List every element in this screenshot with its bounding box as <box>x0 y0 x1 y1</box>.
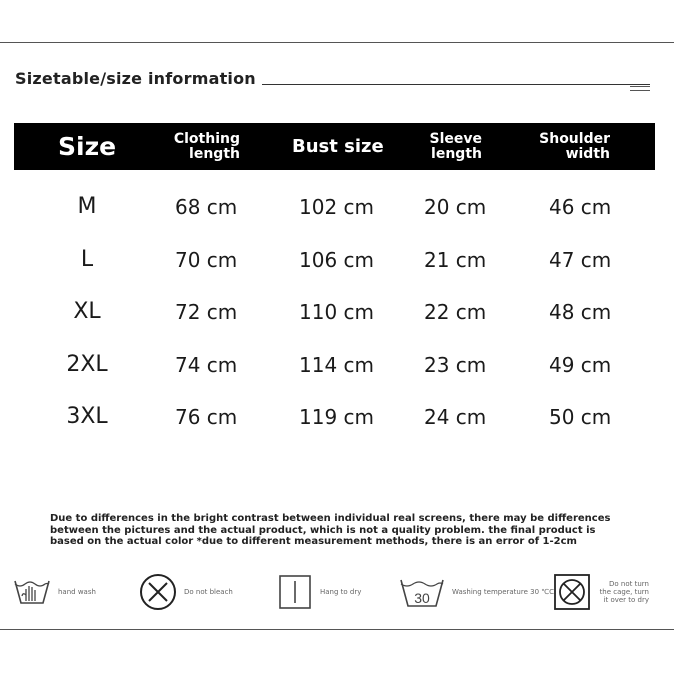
do-not-bleach-icon <box>138 572 178 612</box>
clothing-length-cell: 70 cm <box>175 247 238 272</box>
do-not-tumble-dry-label: Do not turn the cage, turn it over to dry <box>599 580 649 604</box>
hang-to-dry-label: Hang to dry <box>320 588 362 596</box>
header-bust-size: Bust size <box>292 136 384 157</box>
bust-size-cell: 110 cm <box>299 300 375 324</box>
header-sleeve-length <box>428 123 482 170</box>
hand-wash-icon <box>12 575 52 609</box>
shoulder-width-cell: 47 cm <box>549 247 612 272</box>
care-wash-temperature <box>398 568 554 616</box>
size-cell: XL <box>73 299 101 324</box>
bust-size-cell: 106 cm <box>299 247 375 272</box>
care-do-not-tumble-dry <box>553 568 649 616</box>
menu-icon <box>630 86 650 94</box>
care-do-not-bleach <box>138 568 233 616</box>
sleeve-length-cell: 23 cm <box>424 352 487 377</box>
size-table-body <box>0 190 674 453</box>
top-divider <box>0 42 674 43</box>
header-sleeve-line2: length <box>431 145 482 162</box>
section-title: Sizetable/size information <box>15 69 256 88</box>
table-row <box>0 400 674 453</box>
shoulder-width-cell: 49 cm <box>549 352 612 377</box>
disclaimer-note: Due to differences in the bright contrast between individual real screens, there may be differences between the pictures and the actual product, which is not a quality problem. the final product is based on the actual color *due to different measurement methods, there is an error of 1-2cm <box>50 513 611 547</box>
care-hand-wash <box>12 568 96 616</box>
size-cell: 2XL <box>66 351 108 377</box>
size-cell: M <box>77 194 97 219</box>
sleeve-length-cell: 21 cm <box>424 247 487 272</box>
size-cell: L <box>80 246 94 272</box>
bust-size-cell: 102 cm <box>299 195 375 219</box>
sleeve-length-cell: 20 cm <box>424 195 487 219</box>
sleeve-length-cell: 24 cm <box>424 405 487 429</box>
hand-wash-label: hand wash <box>58 588 96 596</box>
shoulder-width-cell: 46 cm <box>549 195 612 219</box>
shoulder-width-cell: 50 cm <box>549 405 612 429</box>
header-shoulder-line2: width <box>565 145 610 162</box>
header-clothing-length <box>168 123 240 170</box>
clothing-length-cell: 72 cm <box>175 300 238 324</box>
bust-size-cell: 114 cm <box>299 352 375 377</box>
clothing-length-cell: 76 cm <box>175 405 238 429</box>
wash-temperature-value: 30 <box>414 590 430 606</box>
bottom-divider <box>0 629 674 630</box>
table-row <box>0 348 674 401</box>
size-cell: 3XL <box>66 404 108 429</box>
do-not-bleach-label: Do not bleach <box>184 588 233 596</box>
wash-temperature-icon <box>398 574 446 610</box>
header-shoulder-line1: Shoulder <box>539 130 610 147</box>
care-hang-to-dry <box>278 568 361 616</box>
header-shoulder-width <box>540 123 610 170</box>
bust-size-cell: 119 cm <box>299 405 375 429</box>
header-sleeve-line1: Sleeve <box>429 130 482 147</box>
clothing-length-cell: 74 cm <box>175 352 238 377</box>
table-row <box>0 243 674 296</box>
header-clothing-line1: Clothing <box>173 130 240 147</box>
table-row <box>0 190 674 243</box>
wash-temperature-label: Washing temperature 30 ℃C <box>452 588 555 596</box>
hang-to-dry-icon <box>278 573 314 611</box>
size-table-header <box>14 123 655 170</box>
shoulder-width-cell: 48 cm <box>549 300 612 324</box>
header-size: Size <box>58 132 117 161</box>
header-clothing-line2: length <box>189 145 240 162</box>
table-row <box>0 295 674 348</box>
sleeve-length-cell: 22 cm <box>424 300 487 324</box>
do-not-tumble-dry-icon <box>553 573 591 611</box>
clothing-length-cell: 68 cm <box>175 195 238 219</box>
title-divider <box>262 84 650 85</box>
